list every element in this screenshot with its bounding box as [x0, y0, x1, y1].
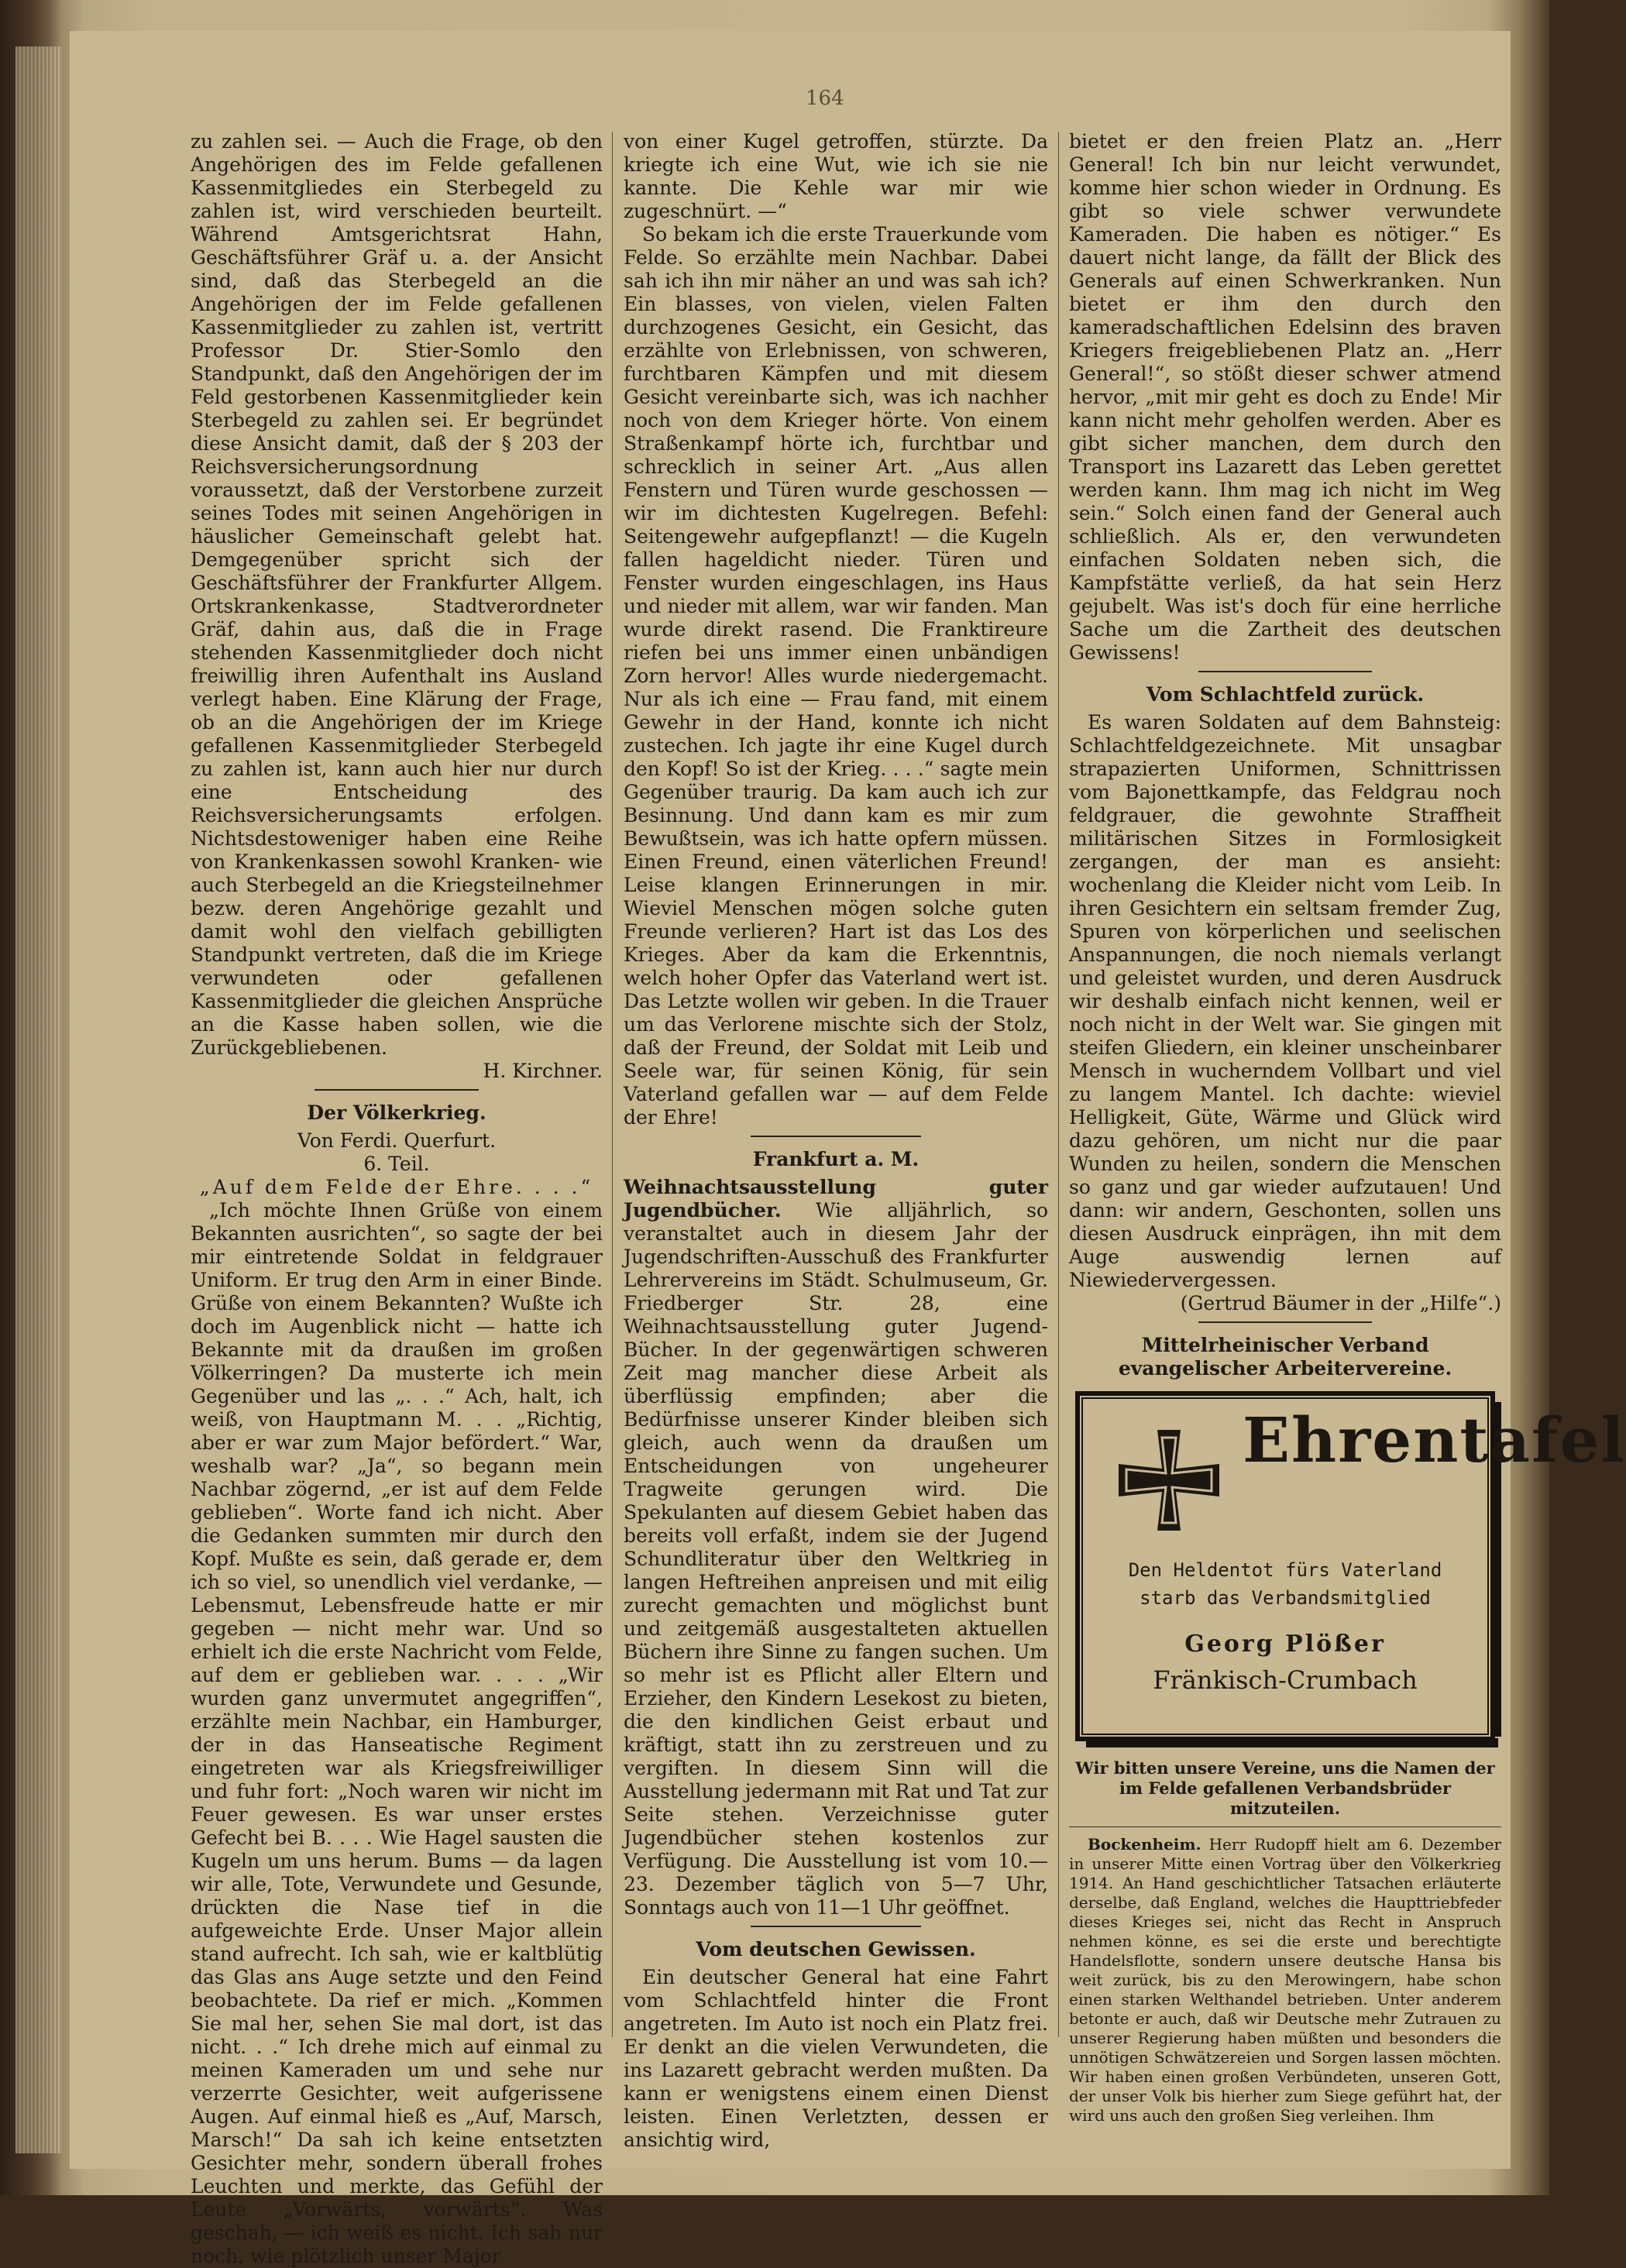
divider	[1069, 1826, 1501, 1827]
part-label: 6. Teil.	[363, 1153, 430, 1175]
article-text: zu zahlen sei. — Auch die Frage, ob den Angehörigen des im Felde gefallenen Kassenmitgliedes ein Sterbegeld zu zahlen ist, wird verschieden beurteilt. Während Amtsgerichtsrat Hahn, Geschäftsführer Gräf u. a. der Ansicht sind, daß das Sterbegeld an die Angehörigen der im Felde gefallenen Kassenmitglieder zu zahlen ist, vertritt Professor Dr. Stier-Somlo den Standpunkt, daß den Angehörigen der im Feld gestorbenen Kassenmitglieder kein Sterbegeld zu zahlen sei. Er begründet diese Ansicht damit, daß der § 203 der Reichsversicherungsordnung voraussetzt, daß der Verstorbene zurzeit seines Todes mit seinen Angehörigen in häuslicher Gemeinschaft gelebt hat. Demgegenüber spricht sich der Geschäftsführer der Frankfurter Allgem. Ortskrankenkasse, Stadtverordneter Gräf, dahin aus, daß die in Frage stehenden Kassenmitglieder doch nicht freiwillig ihren Aufenthalt ins Ausland verlegt haben. Eine Klärung der Frage, ob an die Angehörigen der im Kriege gefallenen Kassenmitglieder Sterbegeld zu zahlen ist, kann auch hier nur durch eine Entscheidung des Reichsversicherungsamts erfolgen. Nichtsdestoweniger haben eine Reihe von Krankenkassen sowohl Kranken- wie auch Sterbegeld an die Kriegsteilnehmer bezw. deren Angehörige gezahlt und damit wohl den vielfach gebilligten Standpunkt vertreten, daß die im Kriege verwundeten oder gefallenen Kassenmitglieder die gleichen Ansprüche an die Kasse haben sollen, wie die Zurückgebliebenen.	[191, 130, 603, 1059]
article-text: „Ich möchte Ihnen Grüße von einem Bekannten ausrichten“, so sagte der bei mir eintretende Soldat in feldgrauer Uniform. Er trug den Arm in einer Binde. Grüße von einem Bekannten? Wußte ich doch im Augenblick nicht — hatte ich Bekannte mit da draußen im großen Völkerringen? Da musterte ich mein Gegenüber und las „. . .“ Ach, halt, ich weiß, von Hauptmann M. . . „Richtig, aber er war zum Major befördert.“ War, weshalb war? „Ja“, so begann mein Nachbar zögernd, „er ist auf dem Felde geblieben“. Worte fand ich nicht. Aber die Gedanken summten mir durch den Kopf. Mußte es sein, daß gerade er, dem ich so viel, so unendlich viel verdanke, — Lebensmut, Lebensfreude hatte er mir gegeben — nicht mehr war. Und so erhielt ich die erste Nachricht vom Felde, auf dem er geblieben war. . . . „Wir wurden ganz unvermutet angegriffen“, erzählte mein Nachbar, ein Hamburger, der in das Hanseatische Regiment eingetreten war als Kriegsfreiwilliger und fuhr fort: „Noch waren wir nicht im Feuer gewesen. Es war unser erstes Gefecht bei B. . . . Wie Hagel sausten die Kugeln um uns herum. Bums — da lagen wir alle, Tote, Verwundete und Gesunde, drückten die Nase tief in die aufgeweichte Erde. Unser Major allein stand aufrecht. Ich sah, wie er kaltblütig das Glas ans Auge setzte und den Feind beobachtete. Da rief er mich. „Kommen Sie mal her, sehen Sie mal dort, ist das nicht. . .“ Ich drehe mich auf einmal zu meinen Kameraden um und sehe nur verzerrte Gesichter, weit aufgerissene Augen. Auf einmal hieß es „Auf, Marsch, Marsch!“ Da sah ich keine entsetzten Gesichter mehr, sondern überall frohes Leuchten und merkte, das Gefühl der Leute „Vorwärts, vorwärts“. Was geschah, — ich weiß es nicht. Ich sah nur noch, wie plötzlich unser Major	[191, 1199, 603, 2267]
headline-schlachtfeld: Vom Schlachtfeld zurück.	[1146, 683, 1425, 706]
article-text: bietet er den freien Platz an. „Herr General! Ich bin nur leicht verwundet, komme hier schon wieder in Ordnung. Es gibt so viele schwer verwundete Kameraden. Die haben es nötiger.“ Es dauert nicht lange, da fällt der Blick des Generals auf einen Schwerkranken. Nun bietet er ihm den durch den kameradschaftlichen Edelsinn des braven Kriegers freigebliebenen Platz an. „Herr General!“, so stößt dieser schwer atmend hervor, „mit mir geht es doch zu Ende! Mir kann nicht mehr geholfen werden. Aber es gibt sicher manchen, dem durch den Transport ins Lazarett das Leben gerettet werden kann. Ihm mag ich nicht im Weg sein.“ Solch einen fand der General auch schließlich. Als er, den verwundeten einfachen Soldaten neben sich, die Kampfstätte verließ, da hat sein Herz gejubelt. Was ist's doch für eine herrliche Sache um die Zartheit des deutschen Gewissens!	[1069, 130, 1501, 664]
column-1	[191, 130, 603, 2268]
page-edges	[15, 46, 62, 2153]
column-3	[1069, 130, 1626, 2125]
article-text: So bekam ich die erste Trauerkunde vom Felde. So erzählte mein Nachbar. Dabei sah ich ihn mir näher an und was sah ich? Ein blasses, von vielen, vielen Falten durchzogenes Gesicht, ein Gesicht, das erzählte von Erlebnissen, von schweren, furchtbaren Kämpfen und mit diesem Gesicht vereinbarte sich, was ich nachher noch von dem Krieger hörte. Von einem Straßenkampf hörte ich, furchtbar und schrecklich in seiner Art. „Aus allen Fenstern und Türen wurde geschossen — wir im dichtesten Kugelregen. Befehl: Seitengewehr aufgepflanzt! — die Kugeln fallen hageldicht nieder. Türen und Fenster wurden eingeschlagen, ins Haus und nieder mit allem, war wir fanden. Man wurde direkt rasend. Die Franktireure riefen bei uns immer einen unbändigen Zorn hervor! Alles wurde niedergemacht. Nur als ich eine — Frau fand, mit einem Gewehr in der Hand, konnte ich nicht zustechen. Ich jagte ihr eine Kugel durch den Kopf! So ist der Krieg. . . .“ sagte mein Gegenüber traurig. Da kam auch ich zur Besinnung. Und dann kam es mir zum Bewußtsein, was ich hatte opfern müssen. Einen Freund, einen väterlichen Freund! Leise klangen Erinnerungen in mir. Wieviel Menschen mögen solche guten Freunde verlieren? Hart ist das Los des Krieges. Aber da kam die Erkenntnis, welch hoher Opfer das Vaterland wert ist. Das Letzte wollen wir geben. In die Trauer um das Verlorene mischte sich der Stolz, daß der Freund, der Soldat mit Leib und Seele war, für seinen König, für sein Vaterland gefallen war — auf dem Felde der Ehre!	[624, 223, 1048, 1129]
ehrentafel-line: Den Heldentot fürs Vaterland	[1128, 1559, 1442, 1581]
divider	[315, 1089, 480, 1091]
divider	[751, 1926, 920, 1927]
ehrentafel-box	[1075, 1391, 1626, 1741]
divider	[751, 1136, 920, 1137]
headline-frankfurt: Frankfurt a. M.	[752, 1148, 920, 1170]
ehrentafel-title: Ehrentafel	[1243, 1404, 1626, 1476]
column-rule	[612, 132, 613, 2037]
local-news-text: Herr Rudopff hielt am 6. Dezember in unserer Mitte einen Vortrag über den Völkerkrieg 1914. An Hand geschichtlicher Tatsachen erläuterte derselbe, daß England, welches die Haupttriebfeder dieses Krieges sei, nicht das Recht in Anspruch nehmen könne, es sei die erste und berechtigte Handelsflotte, sondern unsere deutsche Hansa bis weit zurück, bis zu den Merowingern, habe schon einen starken Welthandel betrieben. Unter anderem betonte er auch, daß wir Deutsche mehr Zutrauen zu unserer Regierung haben müßten und besonders die unnötigen Schwätzereien und Sorgen lassen möchten. Wir haben einen großen Verbündeten, unseren Gott, der unser Volk bis hierher zum Siege geführt hat, der wird uns auch den großen Sieg verleihen. Ihm	[1069, 1835, 1502, 2125]
article-text: Es waren Soldaten auf dem Bahnsteig: Schlachtfeldgezeichnete. Mit unsagbar strapazierten Uniformen, Schnittrissen vom Bajonettkampfe, das Feldgrau noch feldgrauer, die gewohnte Straffheit militärischen Sitzes in Formlosigkeit zergangen, der man es ansieht: wochenlang die Kleider nicht vom Leib. In ihren Gesichtern ein seltsam fremder Zug, Spuren von körperlichen und seelischen Anspannungen, die noch niemals verlangt und geleistet wurden, und deren Ausdruck wir deshalb einfach nicht kennen, weil er noch nicht in der Welt war. Sie gingen mit steifen Gliedern, ein kleiner unscheinbarer Mensch in wucherndem Vollbart und viel zu langem Mantel. Ich dachte: wieviel Helligkeit, Güte, Wärme und Glück wird dazu gehören, um nicht nur die paar Wunden zu heilen, sondern die Menschen so ganz und gar wieder aufzutauen! Und dann: wir andern, Geschonten, sollen uns diesen Ausdruck einprägen, ihn mit dem Auge auswendig lernen auf Niewiedervergessen.	[1069, 711, 1501, 1291]
divider	[1198, 671, 1371, 672]
column-2	[624, 130, 1048, 2152]
article-text: von einer Kugel getroffen, stürzte. Da kriegte ich eine Wut, wie ich sie nie kannte. Die Kehle war mir wie zugeschnürt. —“	[624, 130, 1048, 222]
ehrentafel-line: starb das Verbandsmitglied	[1140, 1587, 1431, 1609]
byline: Von Ferdi. Querfurt.	[297, 1129, 497, 1152]
signature: H. Kirchner.	[483, 1060, 603, 1082]
ehrentafel-place: Fränkisch-Crumbach	[1153, 1665, 1418, 1695]
headline-verband: Mittelrheinischer Verband evangelischer Arbeitervereine.	[1118, 1334, 1452, 1380]
local-news-lead: Bockenheim.	[1088, 1835, 1201, 1854]
headline-gewissen: Vom deutschen Gewissen.	[696, 1938, 976, 1960]
subtitle: „Auf dem Felde der Ehre. . . .“	[199, 1176, 594, 1198]
signature: (Gertrud Bäumer in der „Hilfe“.)	[1180, 1292, 1501, 1314]
request-note: Wir bitten unsere Vereine, uns die Namen der im Felde gefallenen Verbandsbrüder mitzuteilen.	[1075, 1758, 1495, 1818]
divider	[1198, 1321, 1371, 1323]
box-shadow-bar	[1086, 1738, 1498, 1747]
ehrentafel-name: Georg Plößer	[1184, 1631, 1386, 1658]
iron-cross-icon	[1111, 1422, 1227, 1538]
article-text: Wie alljährlich, so veranstaltet auch in diesem Jahr der Jugendschriften-Ausschuß des Frankfurter Lehrervereins im Städt. Schulmuseum, Gr. Friedberger Str. 28, eine Weihnachtsausstellung guter Jugend-Bücher. In der gegenwärtigen schweren Zeit mag mancher diese Arbeit als überflüssig empfinden; aber die Bedürfnisse unserer Kinder bleiben sich gleich, auch wenn da draußen um Entscheidungen von ungeheurer Tragweite gerungen wird. Die Spekulanten auf diesem Gebiet haben das bereits voll erfaßt, indem sie der Jugend Schundliteratur über den Weltkrieg in langen Heftreihen anpreisen und mit eilig zurecht gemachten und möglichst bunt und zeitgemäß ausgestalteten aktuellen Büchern ihre Sinne zu fangen suchen. Um so mehr ist es Pflicht aller Eltern und Erzieher, den Kindern Lesekost zu bieten, die den kindlichen Geist erbaut und kräftigt, statt ihn zu zerstreuen und zu vergiften. In diesem Sinn will die Ausstellung jedermann mit Rat und Tat zur Seite stehen. Verzeichnisse guter Jugendbücher stehen kostenlos zur Verfügung. Die Ausstellung ist vom 10.—23. Dezember täglich von 5—7 Uhr, Sonntags auch von 11—1 Uhr geöffnet.	[624, 1199, 1048, 1919]
article-text: Ein deutscher General hat eine Fahrt vom Schlachtfeld hinter die Front angetreten. Im Auto ist noch ein Platz frei. Er denkt an die vielen Verwundeten, die ins Lazarett gebracht werden mußten. Da kann er wenigstens einem einen Dienst leisten. Einen Verletzten, dessen er ansichtig wird,	[624, 1966, 1048, 2151]
page-number: 164	[806, 87, 844, 110]
column-rule	[1058, 132, 1059, 2037]
subhead-weihnachtsausstellung: Weihnachtsausstellung guter Jugendbücher.	[624, 1176, 1048, 1222]
headline-voelkerkrieg: Der Völkerkrieg.	[307, 1101, 486, 1124]
